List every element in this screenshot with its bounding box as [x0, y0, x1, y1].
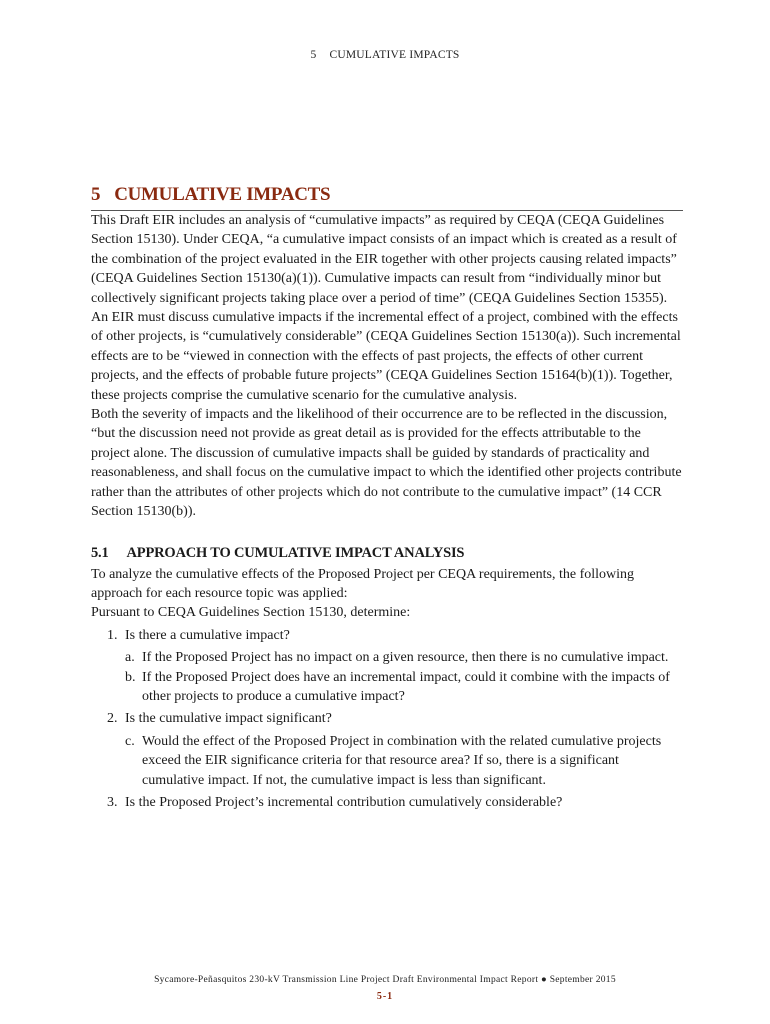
list-item-step-1b	[125, 668, 683, 707]
chapter-title	[91, 184, 683, 211]
list-marker: 3.	[107, 794, 118, 810]
list-marker: 1.	[107, 627, 118, 643]
list-item-text: If the Proposed Project does have an incremental impact, could it combine with the impacts of other projects to produce a cumulative impact?	[142, 669, 670, 704]
list-item-step-2c	[125, 732, 683, 790]
list-item-text: Is there a cumulative impact?	[125, 627, 290, 643]
running-header	[0, 49, 770, 61]
sub-list	[125, 732, 683, 790]
list-marker: 2.	[107, 711, 118, 727]
list-marker: b.	[125, 669, 136, 685]
list-item-step-1a	[125, 648, 683, 667]
paragraph-severity-likelihood: Both the severity of impacts and the likelihood of their occurrence are to be reflected in the discussion, “but the discussion need not provide as great detail as is provided for the effects attributable to the project alone. The discussion of cumulative impacts shall be guided by standards of practicality and reasonableness, and shall focus on the cumulative impact to which the identified other projects contribute rather than the attributes of other projects which do not contribute to the cumulative impact” (14 CCR Section 15130(b)).	[91, 407, 682, 520]
section-intro: To analyze the cumulative effects of the Proposed Project per CEQA requirements, the following approach for each resource topic was applied:	[91, 566, 635, 601]
list-item-text: Is the Proposed Project’s incremental contribution cumulatively considerable?	[125, 794, 563, 810]
list-item-text: If the Proposed Project has no impact on a given resource, then there is no cumulative impact.	[142, 650, 669, 666]
approach-steps-list	[91, 626, 683, 813]
page-number: 5-1	[376, 991, 394, 1002]
page-footer: Sycamore-Peñasquitos 230-kV Transmission Line Project Draft Environmental Impact Report ● September 2015	[154, 975, 616, 985]
page-content	[91, 184, 683, 812]
section-heading	[91, 545, 683, 562]
running-header-title: CUMULATIVE IMPACTS	[329, 49, 460, 61]
list-marker: c.	[125, 733, 135, 749]
running-header-number: 5	[310, 49, 317, 61]
sub-list	[125, 648, 683, 706]
section-number: 5.1	[91, 544, 109, 561]
list-item-step-3	[107, 793, 683, 812]
list-marker: a.	[125, 650, 135, 666]
list-item-step-2	[107, 709, 683, 790]
chapter-number: 5	[91, 184, 101, 205]
list-item-step-1	[107, 626, 683, 707]
list-item-text: Is the cumulative impact significant?	[125, 711, 332, 727]
list-item-text: Would the effect of the Proposed Project in combination with the related cumulative projects exceed the EIR significance criteria for that resource area? If so, there is a significant cumulative impact. If not, the cumulative impact is less than significant.	[142, 733, 662, 788]
section-lead: Pursuant to CEQA Guidelines Section 15130, determine:	[91, 605, 411, 621]
paragraph-cumulative-impacts-definition: This Draft EIR includes an analysis of “cumulative impacts” as required by CEQA (CEQA Guidelines Section 15130). Under CEQA, “a cumulative impact consists of an impact which is created as a result of the combination of the project evaluated in the EIR together with other projects causing related impacts” (CEQA Guidelines Section 15130(a)(1)). Cumulative impacts can result from “individually minor but collectively significant projects taking place over a period of time” (CEQA Guidelines Section 15355). An EIR must discuss cumulative impacts if the incremental effect of a project, combined with the effects of other projects, is “cumulatively considerable” (CEQA Guidelines Section 15130(a)). Such incremental effects are to be “viewed in connection with the effects of past projects, the effects of other current projects, and the effects of probable future projects” (CEQA Guidelines Section 15164(b)(1)). Together, these projects comprise the cumulative scenario for the cumulative analysis.	[91, 213, 681, 403]
section-title: APPROACH TO CUMULATIVE IMPACT ANALYSIS	[126, 544, 465, 561]
chapter-title-text: CUMULATIVE IMPACTS	[114, 184, 331, 205]
